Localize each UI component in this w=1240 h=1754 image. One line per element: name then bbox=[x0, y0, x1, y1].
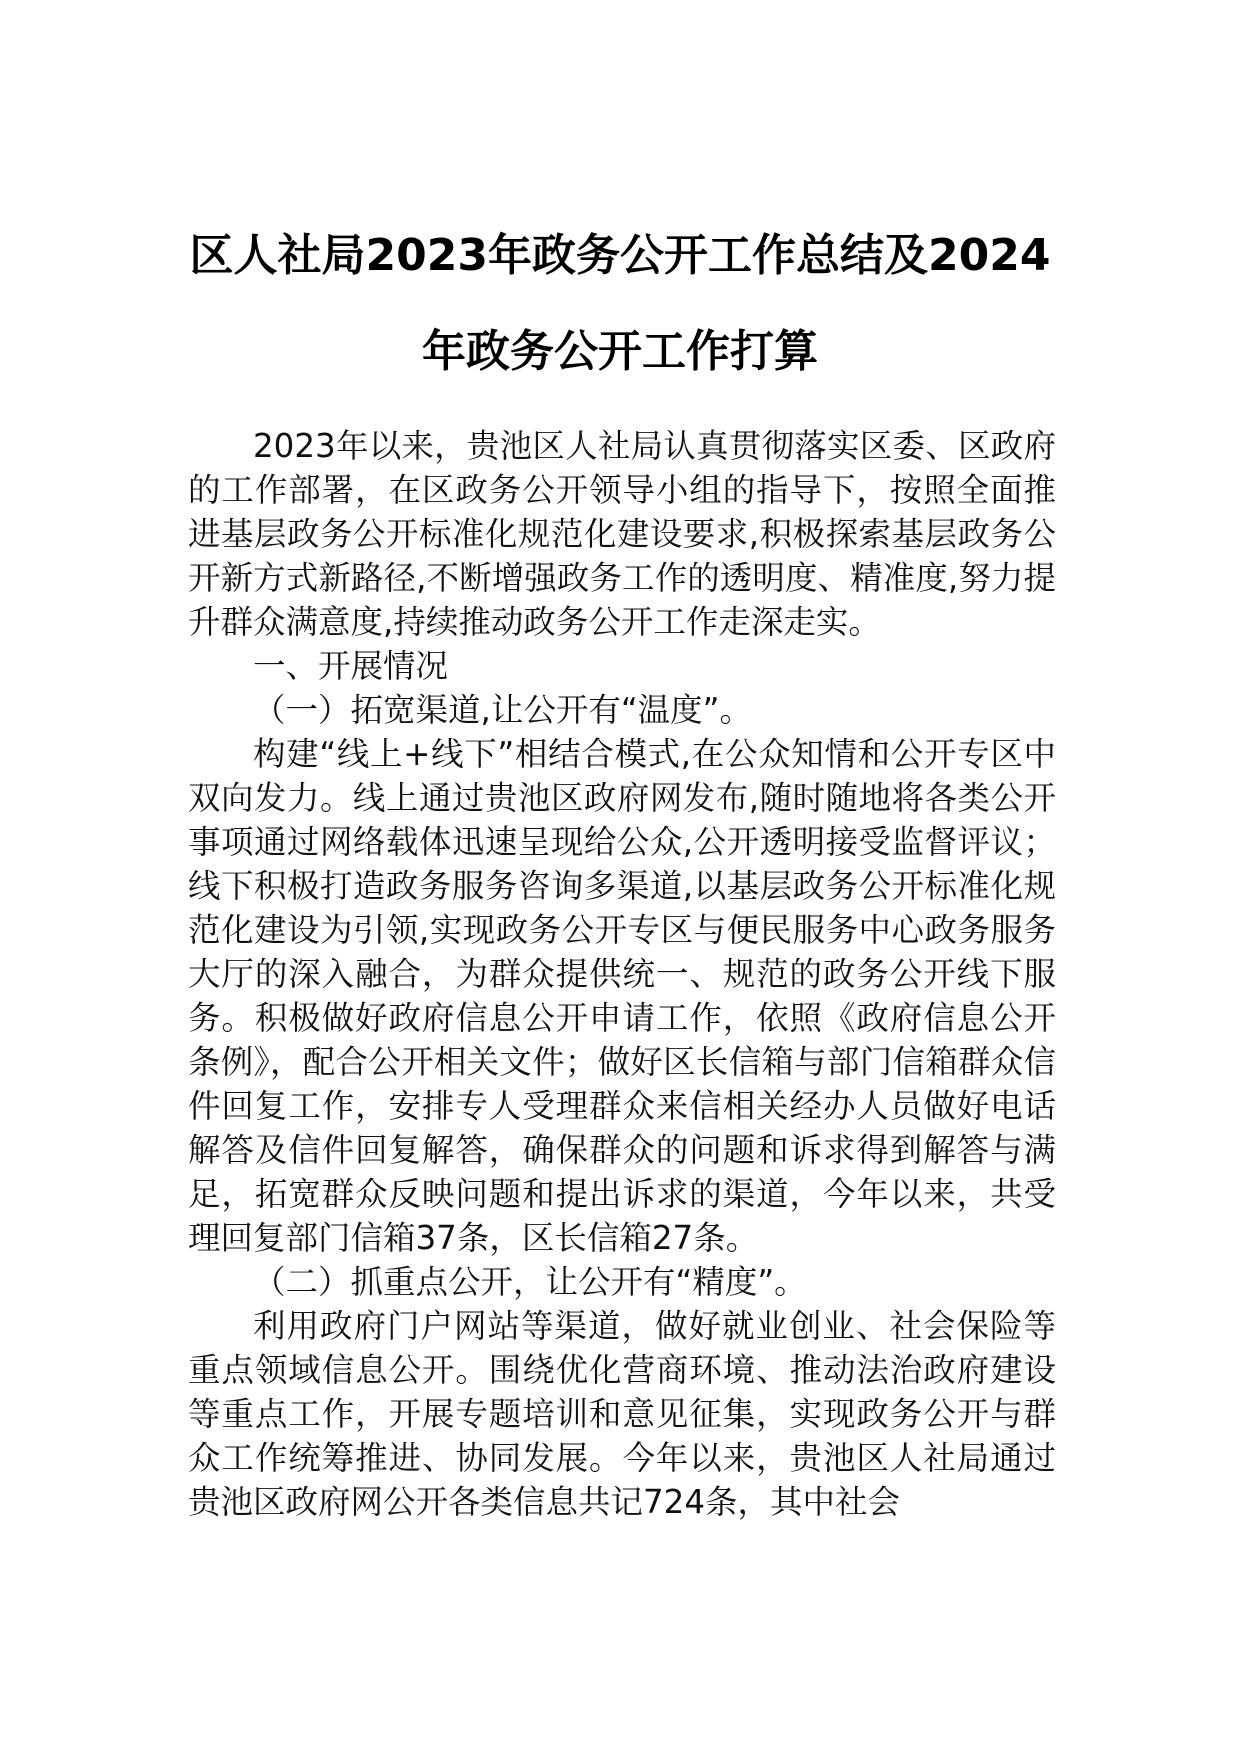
document-title bbox=[150, 208, 1090, 400]
subsection-paragraph-1: 构建“线上+线下”相结合模式,在公众知情和公开专区中双向发力。线上通过贵池区政府网发布,随时随地将各类公开事项通过网络载体迅速呈现给公众,公开透明接受监督评议；线下积极打造政务服务咨询多渠道,以基层政务公开标准化规范化建设为引领,实现政务公开专区与便民服务中心政务服务大厅的深入融合，为群众提供统一、规范的政务公开线下服务。积极做好政府信息公开申请工作，依照《政府信息公开条例》，配合公开相关文件；做好区长信箱与部门信箱群众信件回复工作，安排专人受理群众来信相关经办人员做好电话解答及信件回复解答，确保群众的问题和诉求得到解答与满足，拓宽群众反映问题和提出诉求的渠道，今年以来，共受理回复部门信箱37条，区长信箱27条。 bbox=[188, 735, 1056, 1257]
section-heading-1: 一、开展情况 bbox=[253, 647, 449, 685]
subsection-heading-2: （二）抓重点公开，让公开有“精度”。 bbox=[253, 1263, 807, 1301]
subsection-heading-1: （一）拓宽渠道,让公开有“温度”。 bbox=[253, 691, 753, 729]
title-line-1: 区人社局2023年政务公开工作总结及2024 bbox=[189, 230, 1051, 281]
title-line-2: 年政务公开工作打算 bbox=[422, 326, 818, 377]
intro-paragraph: 2023年以来，贵池区人社局认真贯彻落实区委、区政府的工作部署，在区政务公开领导小组的指导下，按照全面推进基层政务公开标准化规范化建设要求,积极探索基层政务公开新方式新路径,不断增强政务工作的透明度、精准度,努力提升群众满意度,持续推动政务公开工作走深走实。 bbox=[188, 427, 1056, 641]
subsection-paragraph-2: 利用政府门户网站等渠道，做好就业创业、社会保险等重点领域信息公开。围绕优化营商环境、推动法治政府建设等重点工作，开展专题培训和意见征集，实现政务公开与群众工作统筹推进、协同发展。今年以来，贵池区人社局通过贵池区政府网公开各类信息共记724条，其中社会 bbox=[188, 1307, 1056, 1521]
document-body bbox=[188, 424, 1056, 1524]
